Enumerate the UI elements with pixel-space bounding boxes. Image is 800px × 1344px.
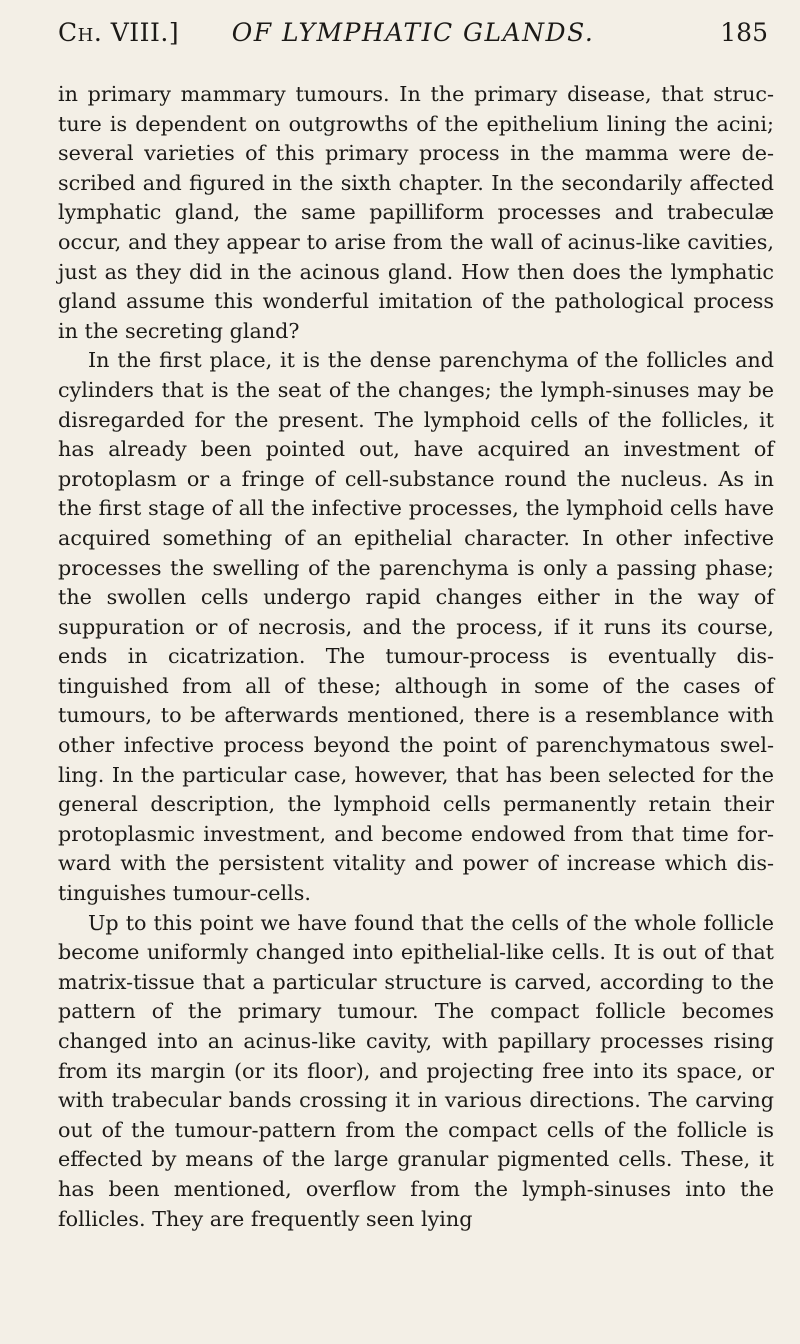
running-title: OF LYMPHATIC GLANDS. bbox=[231, 18, 595, 47]
paragraph: In the first place, it is the dense parenchyma of the follicles and cylinders that is the seat of the changes; the lymph-sinuses may be disregarded for the present. The lymphoid cells of the follicles, it has already been pointed out, have acquired an investment of protoplasm or a fringe of cell-substance round the nucleus. As in the first stage of all the infective processes, the lymphoid cells have acquired something of an epithelial character. In other infective processes the swelling of the parenchyma is only a passing phase; the swollen cells undergo rapid changes either in the way of suppuration or of necrosis, and the process, if it runs its course, ends in cicatrization. The tumour-process is eventually distinguished from all of these; although in some of the cases of tumours, to be afterwards mentioned, there is a resemblance with other infective process beyond the point of parenchymatous swelling. In the particular case, however, that has been selected for the general description, the lymphoid cells permanently retain their protoplasmic investment, and become endowed from that time forward with the persistent vitality and power of increase which distinguishes tumour-cells. bbox=[58, 348, 774, 906]
body-text bbox=[58, 80, 774, 1234]
running-head bbox=[58, 14, 768, 54]
paragraph-continued: in primary mammary tumours. In the primary disease, that structure is dependent on outgrowths of the epithelium lining the acini; several varieties of this primary process in the mamma were described and figured in the sixth chapter. In the secondarily affected lymphatic gland, the same papilliform processes and trabeculæ occur, and they appear to arise from the wall of acinus-like cavities, just as they did in the acinous gland. How then does the lymphatic gland assume this wonderful imitation of the pathological process in the secreting gland? bbox=[58, 82, 774, 343]
page-number: 185 bbox=[720, 18, 768, 47]
paragraph: Up to this point we have found that the cells of the whole follicle become uniformly changed into epithelial-like cells. It is out of that matrix-tissue that a particular structure is carved, according to the pattern of the primary tumour. The compact follicle becomes changed into an acinus-like cavity, with papillary processes rising from its margin (or its floor), and projecting free into its space, or with trabecular bands crossing it in various directions. The carving out of the tumour-pattern from the compact cells of the follicle is effected by means of the large granular pigmented cells. These, it has been mentioned, overflow from the lymph-sinuses into the follicles. They are frequently seen lying bbox=[58, 910, 774, 1231]
chapter-marker: Ch. VIII.] bbox=[58, 18, 180, 47]
